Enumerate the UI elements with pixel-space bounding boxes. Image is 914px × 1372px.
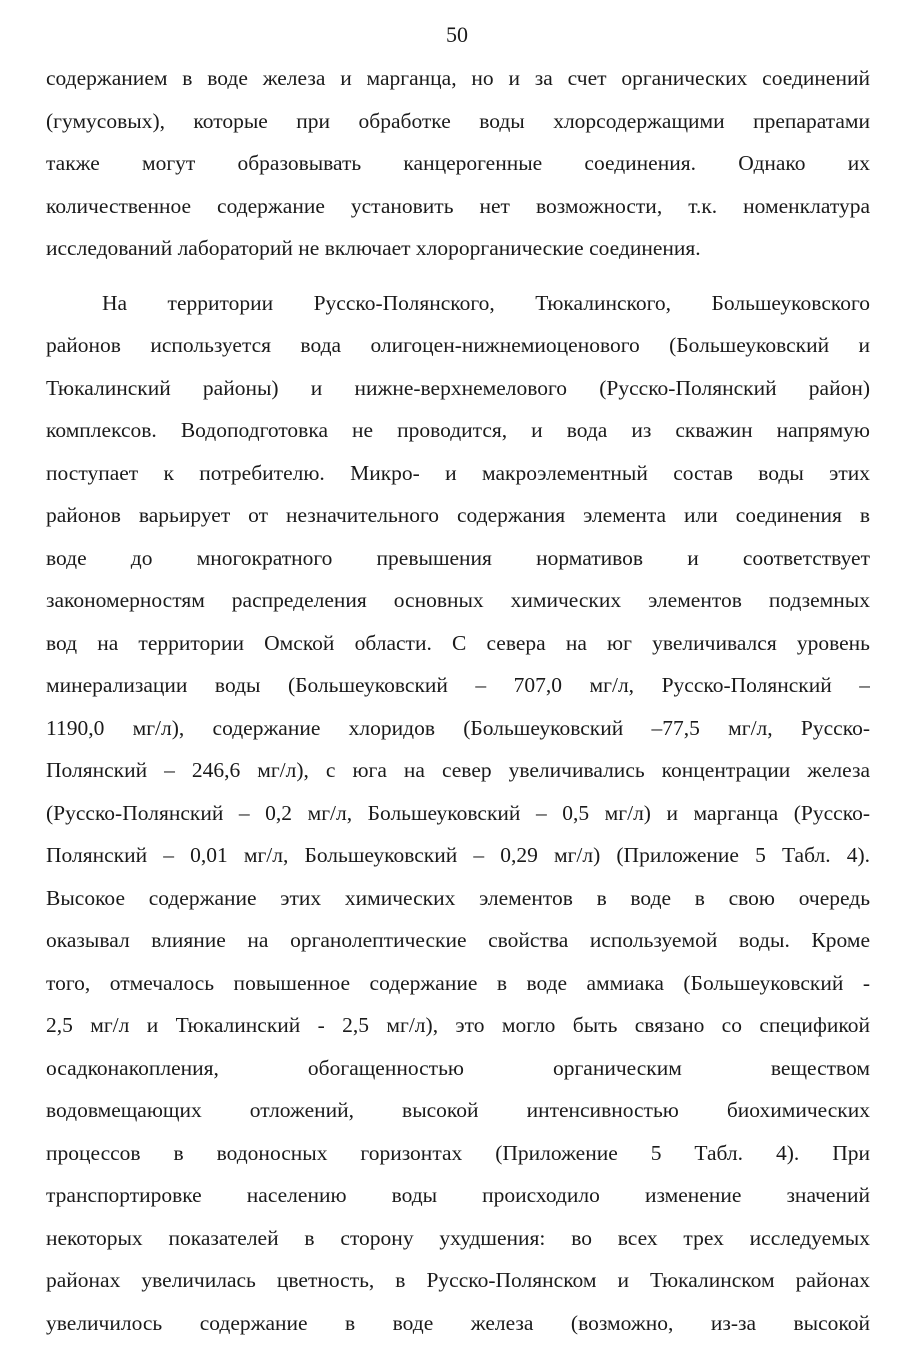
text-line: (гумусовых), которые при обработке воды хлорсодержащими препаратами	[46, 108, 870, 133]
text-line: процессов в водоносных горизонтах (Приложение 5 Табл. 4). При	[46, 1140, 870, 1165]
text-line: содержанием в воде железа и марганца, но и за счет органических соединений	[46, 66, 870, 90]
body-text	[46, 57, 870, 1344]
text-line: Высокое содержание этих химических элементов в воде в свою очередь	[46, 885, 870, 910]
paragraph-2	[46, 282, 870, 1345]
text-line: районах увеличилась цветность, в Русско-Полянском и Тюкалинском районах	[46, 1268, 870, 1292]
text-line: осадконакопления, обогащенностью органическим веществом	[46, 1055, 870, 1080]
text-line: воде до многократного превышения нормативов и соответствует	[46, 545, 870, 570]
text-line: поступает к потребителю. Микро- и макроэлементный состав воды этих	[46, 460, 870, 485]
text-line: районов варьирует от незначительного содержания элемента или соединения в	[46, 503, 870, 527]
text-line: районов используется вода олигоцен-нижнемиоценового (Большеуковский и	[46, 333, 870, 357]
text-line: исследований лабораторий не включает хлорорганические соединения.	[46, 236, 701, 260]
text-line: 1190,0 мг/л), содержание хлоридов (Большеуковский –77,5 мг/л, Русско-	[46, 715, 870, 740]
text-line: На территории Русско-Полянского, Тюкалинского, Большеуковского	[102, 290, 870, 315]
text-line: количественное содержание установить нет возможности, т.к. номенклатура	[46, 193, 870, 218]
paragraph-gap	[46, 270, 870, 282]
text-line: 2,5 мг/л и Тюкалинский - 2,5 мг/л), это могло быть связано со спецификой	[46, 1013, 870, 1037]
text-line: Тюкалинский районы) и нижне-верхнемелового (Русско-Полянский район)	[46, 375, 870, 400]
text-line: увеличилось содержание в воде железа (возможно, из-за высокой	[46, 1310, 870, 1335]
text-line: Полянский – 246,6 мг/л), с юга на север увеличивались концентрации железа	[46, 758, 870, 782]
text-line: также могут образовывать канцерогенные соединения. Однако их	[46, 151, 870, 175]
text-line: некоторых показателей в сторону ухудшения: во всех трех исследуемых	[46, 1225, 870, 1250]
text-line: транспортировке населению воды происходило изменение значений	[46, 1183, 870, 1207]
text-line: того, отмечалось повышенное содержание в воде аммиака (Большеуковский -	[46, 970, 870, 995]
text-line: комплексов. Водоподготовка не проводится, и вода из скважин напрямую	[46, 418, 870, 442]
text-line: вод на территории Омской области. С севера на юг увеличивался уровень	[46, 630, 870, 655]
text-line: водовмещающих отложений, высокой интенсивностью биохимических	[46, 1098, 870, 1122]
text-line: Полянский – 0,01 мг/л, Большеуковский – 0,29 мг/л) (Приложение 5 Табл. 4).	[46, 843, 870, 867]
page-number: 50	[446, 22, 468, 47]
text-line: закономерностям распределения основных химических элементов подземных	[46, 588, 870, 612]
paragraph-1	[46, 57, 870, 270]
text-line: (Русско-Полянский – 0,2 мг/л, Большеуковский – 0,5 мг/л) и марганца (Русско-	[46, 800, 870, 825]
text-line: минерализации воды (Большеуковский – 707,0 мг/л, Русско-Полянский –	[46, 673, 870, 697]
text-line: оказывал влияние на органолептические свойства используемой воды. Кроме	[46, 928, 870, 952]
